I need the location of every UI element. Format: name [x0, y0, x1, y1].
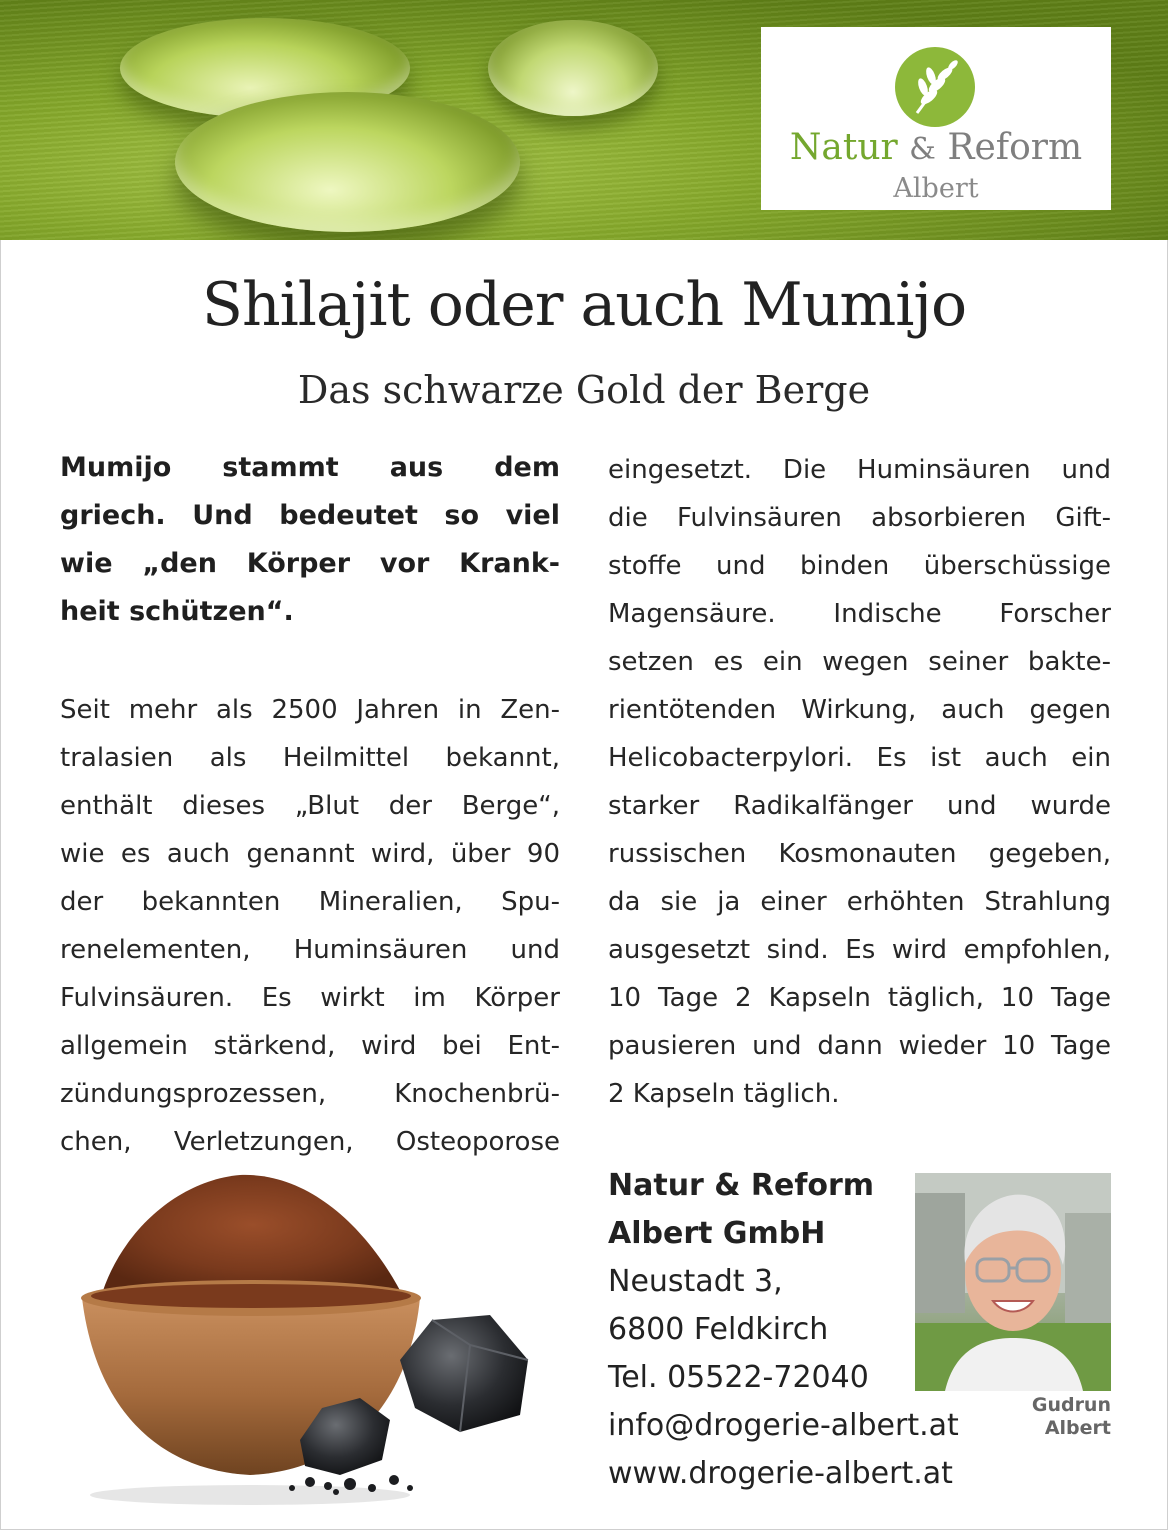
text-line: russischen Kosmonauten gegeben,: [608, 839, 1111, 869]
text-line: Fulvinsäuren. Es wirkt im Körper: [60, 983, 560, 1013]
text-line: der bekannten Mineralien, Spu-: [60, 887, 560, 917]
address-city: 6800 Feldkirch: [608, 1312, 829, 1347]
portrait-photo: [915, 1173, 1111, 1391]
text-line: setzen es ein wegen seiner bakte-: [608, 647, 1111, 677]
text-line: 10 Tage 2 Kapseln täglich, 10 Tage: [608, 983, 1111, 1013]
page-subtitle: Das schwarze Gold der Berge: [297, 368, 871, 412]
brand-name-ampersand: &: [909, 132, 936, 167]
text-line: ausgesetzt sind. Es wird empfohlen,: [608, 935, 1111, 965]
lead-line: heit schützen“.: [60, 596, 294, 627]
brand-logo: [761, 27, 1111, 210]
lead-line: griech. Und bedeutet so viel: [60, 500, 560, 531]
text-line: eingesetzt. Die Huminsäuren und: [608, 455, 1111, 485]
brand-name: [761, 127, 1111, 168]
water-drop-image: [175, 92, 520, 232]
text-line: Helicobacterpylori. Es ist auch ein: [608, 743, 1111, 773]
text-line: da sie ja einer erhöhten Strahlung: [608, 887, 1111, 917]
right-column-text: [608, 446, 1111, 1118]
company-name-line2: Albert GmbH: [608, 1216, 826, 1251]
address-street: Neustadt 3,: [608, 1264, 783, 1299]
lead-paragraph: [60, 444, 560, 636]
text-line: tralasien als Heilmittel bekannt,: [60, 743, 560, 773]
page-title: Shilajit oder auch Mumijo: [201, 270, 967, 340]
lead-line: Mumijo stammt aus dem: [60, 452, 560, 483]
text-line: zündungsprozessen, Knochenbrü-: [60, 1079, 560, 1109]
company-name-line1: Natur & Reform: [608, 1168, 875, 1203]
text-line: wie es auch genannt wird, über 90: [60, 839, 560, 869]
email-address: info@drogerie-albert.at: [608, 1408, 959, 1443]
text-line: Seit mehr als 2500 Jahren in Zen-: [60, 695, 560, 725]
lead-line: wie „den Körper vor Krank-: [60, 548, 560, 579]
caption-last-name: Albert: [1044, 1417, 1111, 1439]
water-drop-image: [488, 20, 658, 116]
brand-subname: Albert: [893, 173, 979, 204]
portrait-caption: [1000, 1394, 1111, 1440]
header-banner: [0, 0, 1168, 240]
leaf-logo-icon: [895, 47, 975, 127]
text-line: renelementen, Huminsäuren und: [60, 935, 560, 965]
shilajit-bowl-image: [60, 1170, 560, 1510]
phone-number: Tel. 05522-72040: [608, 1360, 869, 1395]
text-line: rientötenden Wirkung, auch gegen: [608, 695, 1111, 725]
text-line: enthält dieses „Blut der Berge“,: [60, 791, 560, 821]
text-line: 2 Kapseln täglich.: [608, 1079, 840, 1109]
caption-first-name: Gudrun: [1031, 1394, 1111, 1416]
text-line: pausieren und dann wieder 10 Tage: [608, 1031, 1111, 1061]
brand-name-reform: Reform: [947, 127, 1083, 168]
brand-name-natur: Natur: [789, 127, 898, 168]
website-url: www.drogerie-albert.at: [608, 1456, 953, 1491]
left-column-text: [60, 686, 560, 1166]
contact-block: [608, 1162, 959, 1498]
text-line: starker Radikalfänger und wurde: [608, 791, 1111, 821]
text-line: die Fulvinsäuren absorbieren Gift-: [608, 503, 1111, 533]
text-line: Magensäure. Indische Forscher: [608, 599, 1111, 629]
text-line: chen, Verletzungen, Osteoporose: [60, 1127, 560, 1157]
text-line: stoffe und binden überschüssige: [608, 551, 1111, 581]
text-line: allgemein stärkend, wird bei Ent-: [60, 1031, 560, 1061]
